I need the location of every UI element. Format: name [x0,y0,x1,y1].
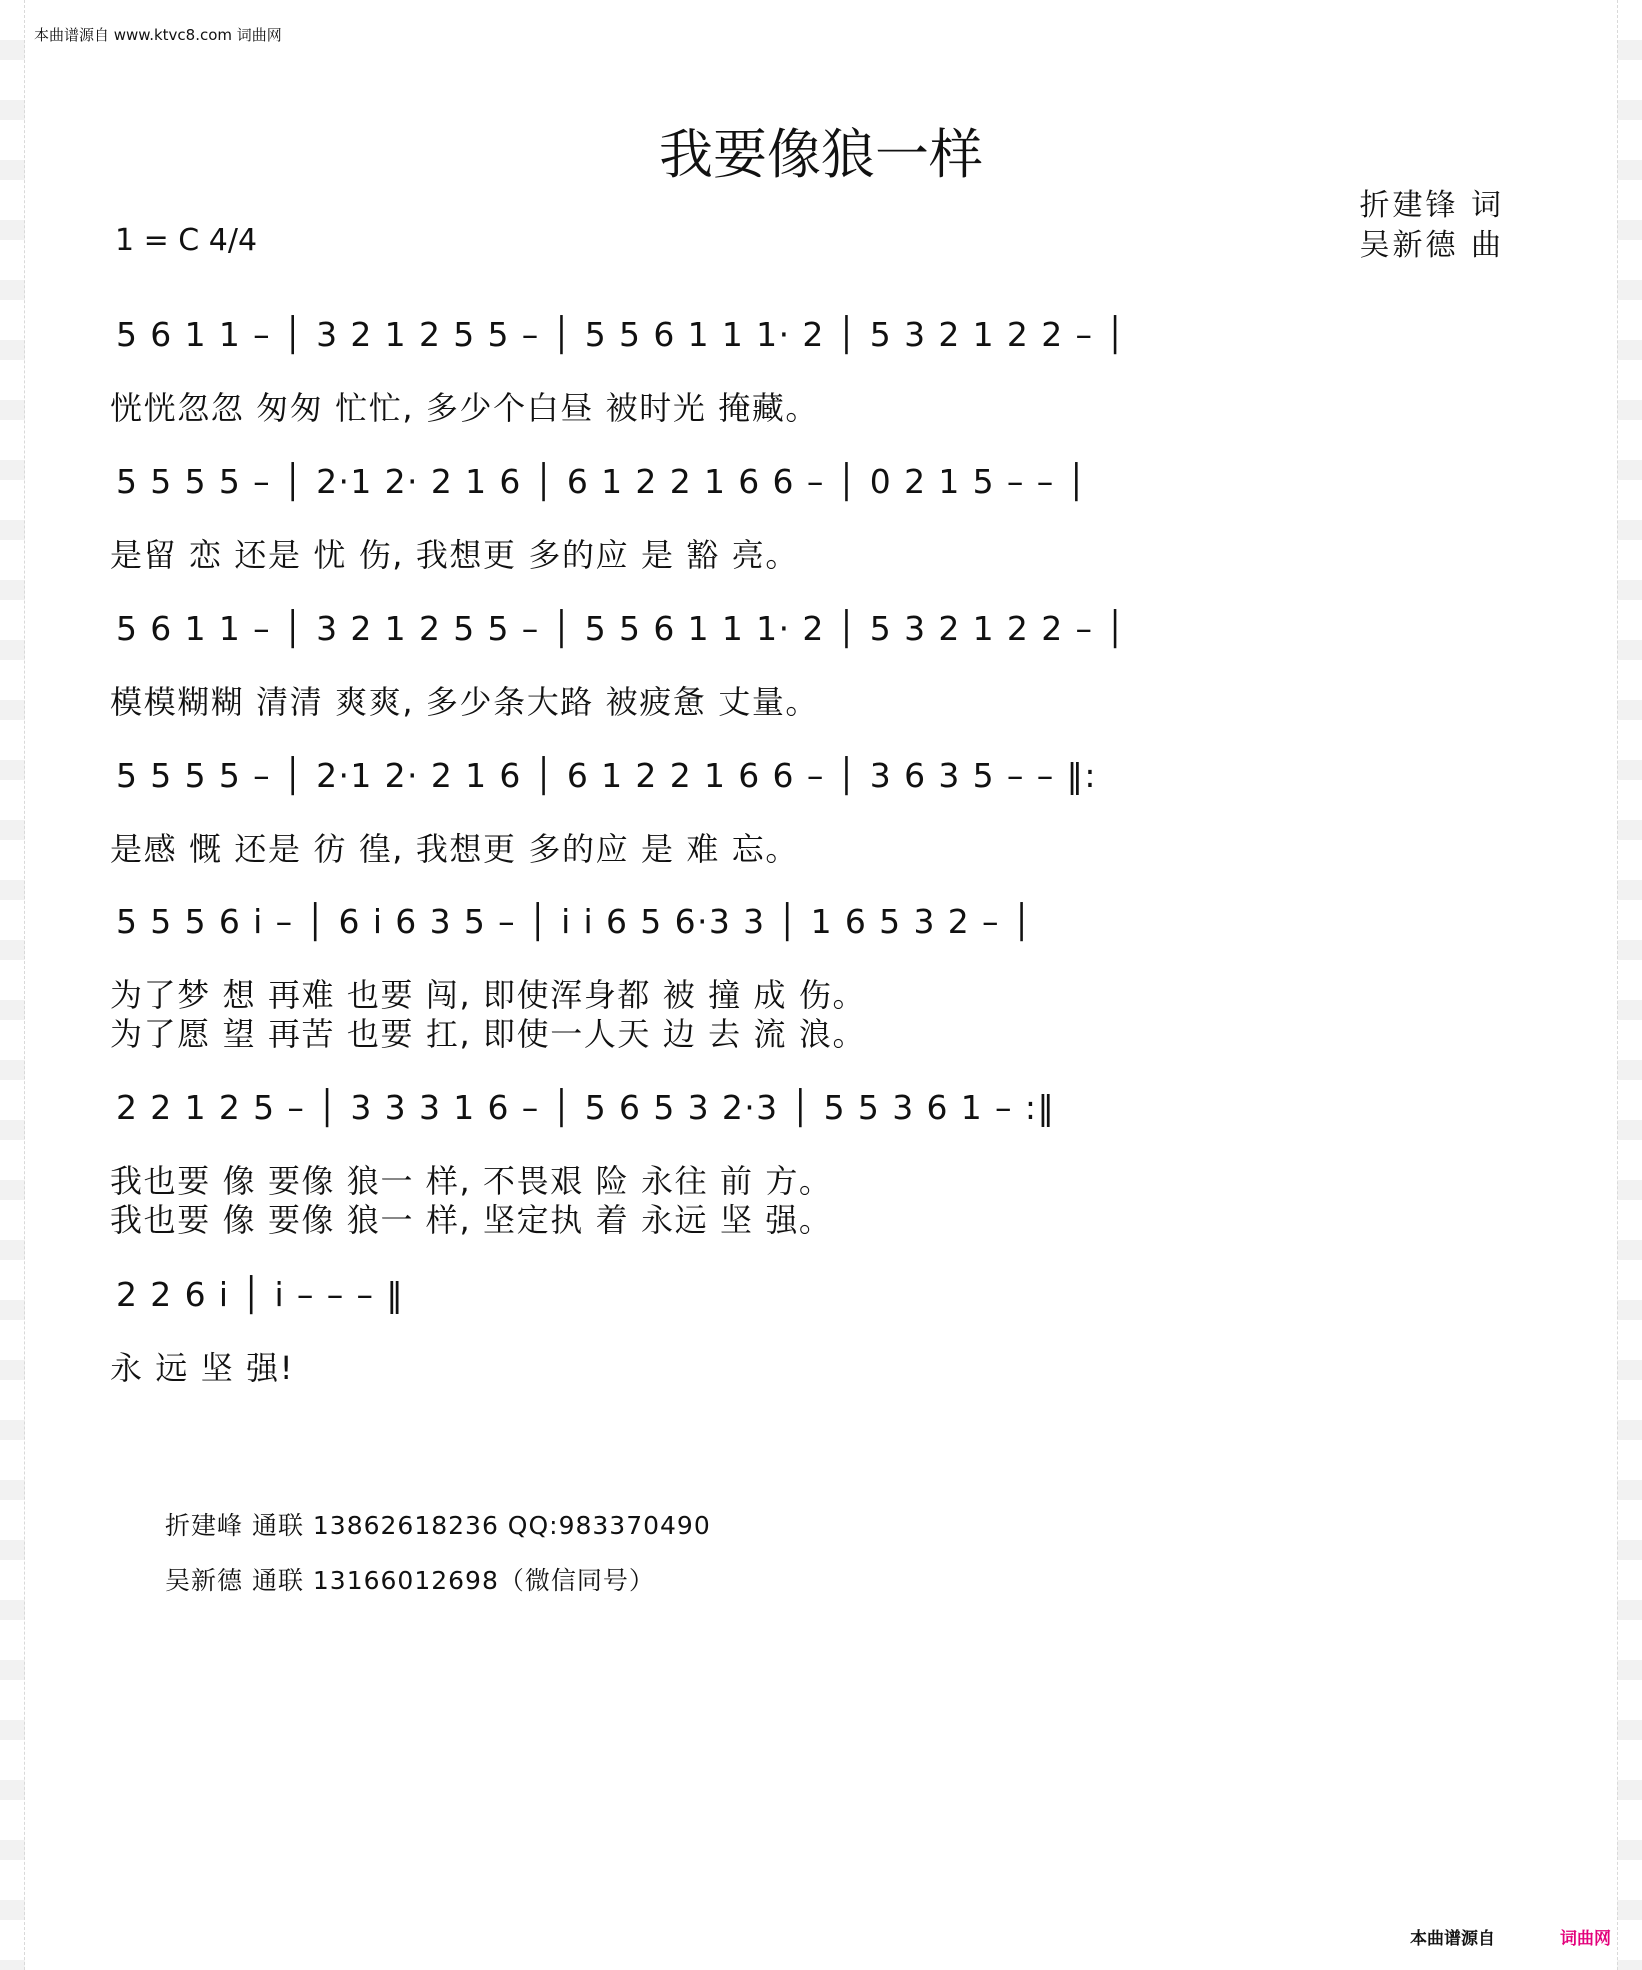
composer-credit: 吴新德 曲 [1359,228,1504,263]
notation-line-6: 2 2 1 2 5 – │ 3 3 3 1 6 – │ 5 6 5 3 2·3 │ 5 5 3 6 1 – :‖ [116,1088,1056,1127]
footer-source-label: 本曲谱源自 [1410,1929,1495,1949]
notation-line-5: 5 5 5 6 i – │ 6 i 6 3 5 – │ i i 6 5 6·3 3 │ 1 6 5 3 2 – │ [116,902,1034,941]
key-signature: 1 = C 4/4 [115,223,258,258]
notation-line-2: 5 5 5 5 – │ 2·1 2· 2 1 6 │ 6 1 2 2 1 6 6 – │ 0 2 1 5 – – │ [116,462,1088,501]
notation-line-3: 5 6 1 1 – │ 3 2 1 2 5 5 – │ 5 5 6 1 1 1· 2 │ 5 3 2 1 2 2 – │ [116,609,1127,648]
contact-composer: 吴新德 通联 13166012698（微信同号） [165,1566,655,1595]
right-margin-strip [1617,0,1642,1970]
lyricist-credit: 折建锋 词 [1359,188,1504,223]
footer-site-logo: 词曲网 [1560,1929,1611,1949]
song-title: 我要像狼一样 [659,123,983,186]
lyric-line-7: 永 远 坚 强! [110,1349,295,1387]
lyric-line-4: 是感 慨 还是 彷 徨, 我想更 多的应 是 难 忘。 [110,830,799,868]
lyric-line-1: 恍恍忽忽 匆匆 忙忙, 多少个白昼 被时光 掩藏。 [110,389,820,427]
notation-line-7: 2 2 6 i │ i – – – ‖ [116,1275,405,1314]
lyric-line-2: 是留 恋 还是 忧 伤, 我想更 多的应 是 豁 亮。 [110,536,799,574]
lyric-line-5-verse-1: 为了梦 想 再难 也要 闯, 即使浑身都 被 撞 成 伤。 [110,976,867,1014]
source-note: 本曲谱源自 www.ktvc8.com 词曲网 [34,26,282,44]
lyric-line-3: 模模糊糊 清清 爽爽, 多少条大路 被疲惫 丈量。 [110,683,820,721]
lyric-line-6-verse-1: 我也要 像 要像 狼一 样, 不畏艰 险 永往 前 方。 [110,1162,833,1200]
left-margin-strip [0,0,25,1970]
lyric-line-5-verse-2: 为了愿 望 再苦 也要 扛, 即使一人天 边 去 流 浪。 [110,1015,867,1053]
notation-line-4: 5 5 5 5 – │ 2·1 2· 2 1 6 │ 6 1 2 2 1 6 6 – │ 3 6 3 5 – – ‖: [116,756,1097,795]
contact-lyricist: 折建峰 通联 13862618236 QQ:983370490 [165,1511,711,1540]
lyric-line-6-verse-2: 我也要 像 要像 狼一 样, 坚定执 着 永远 坚 强。 [110,1201,833,1239]
notation-line-1: 5 6 1 1 – │ 3 2 1 2 5 5 – │ 5 5 6 1 1 1· 2 │ 5 3 2 1 2 2 – │ [116,315,1127,354]
